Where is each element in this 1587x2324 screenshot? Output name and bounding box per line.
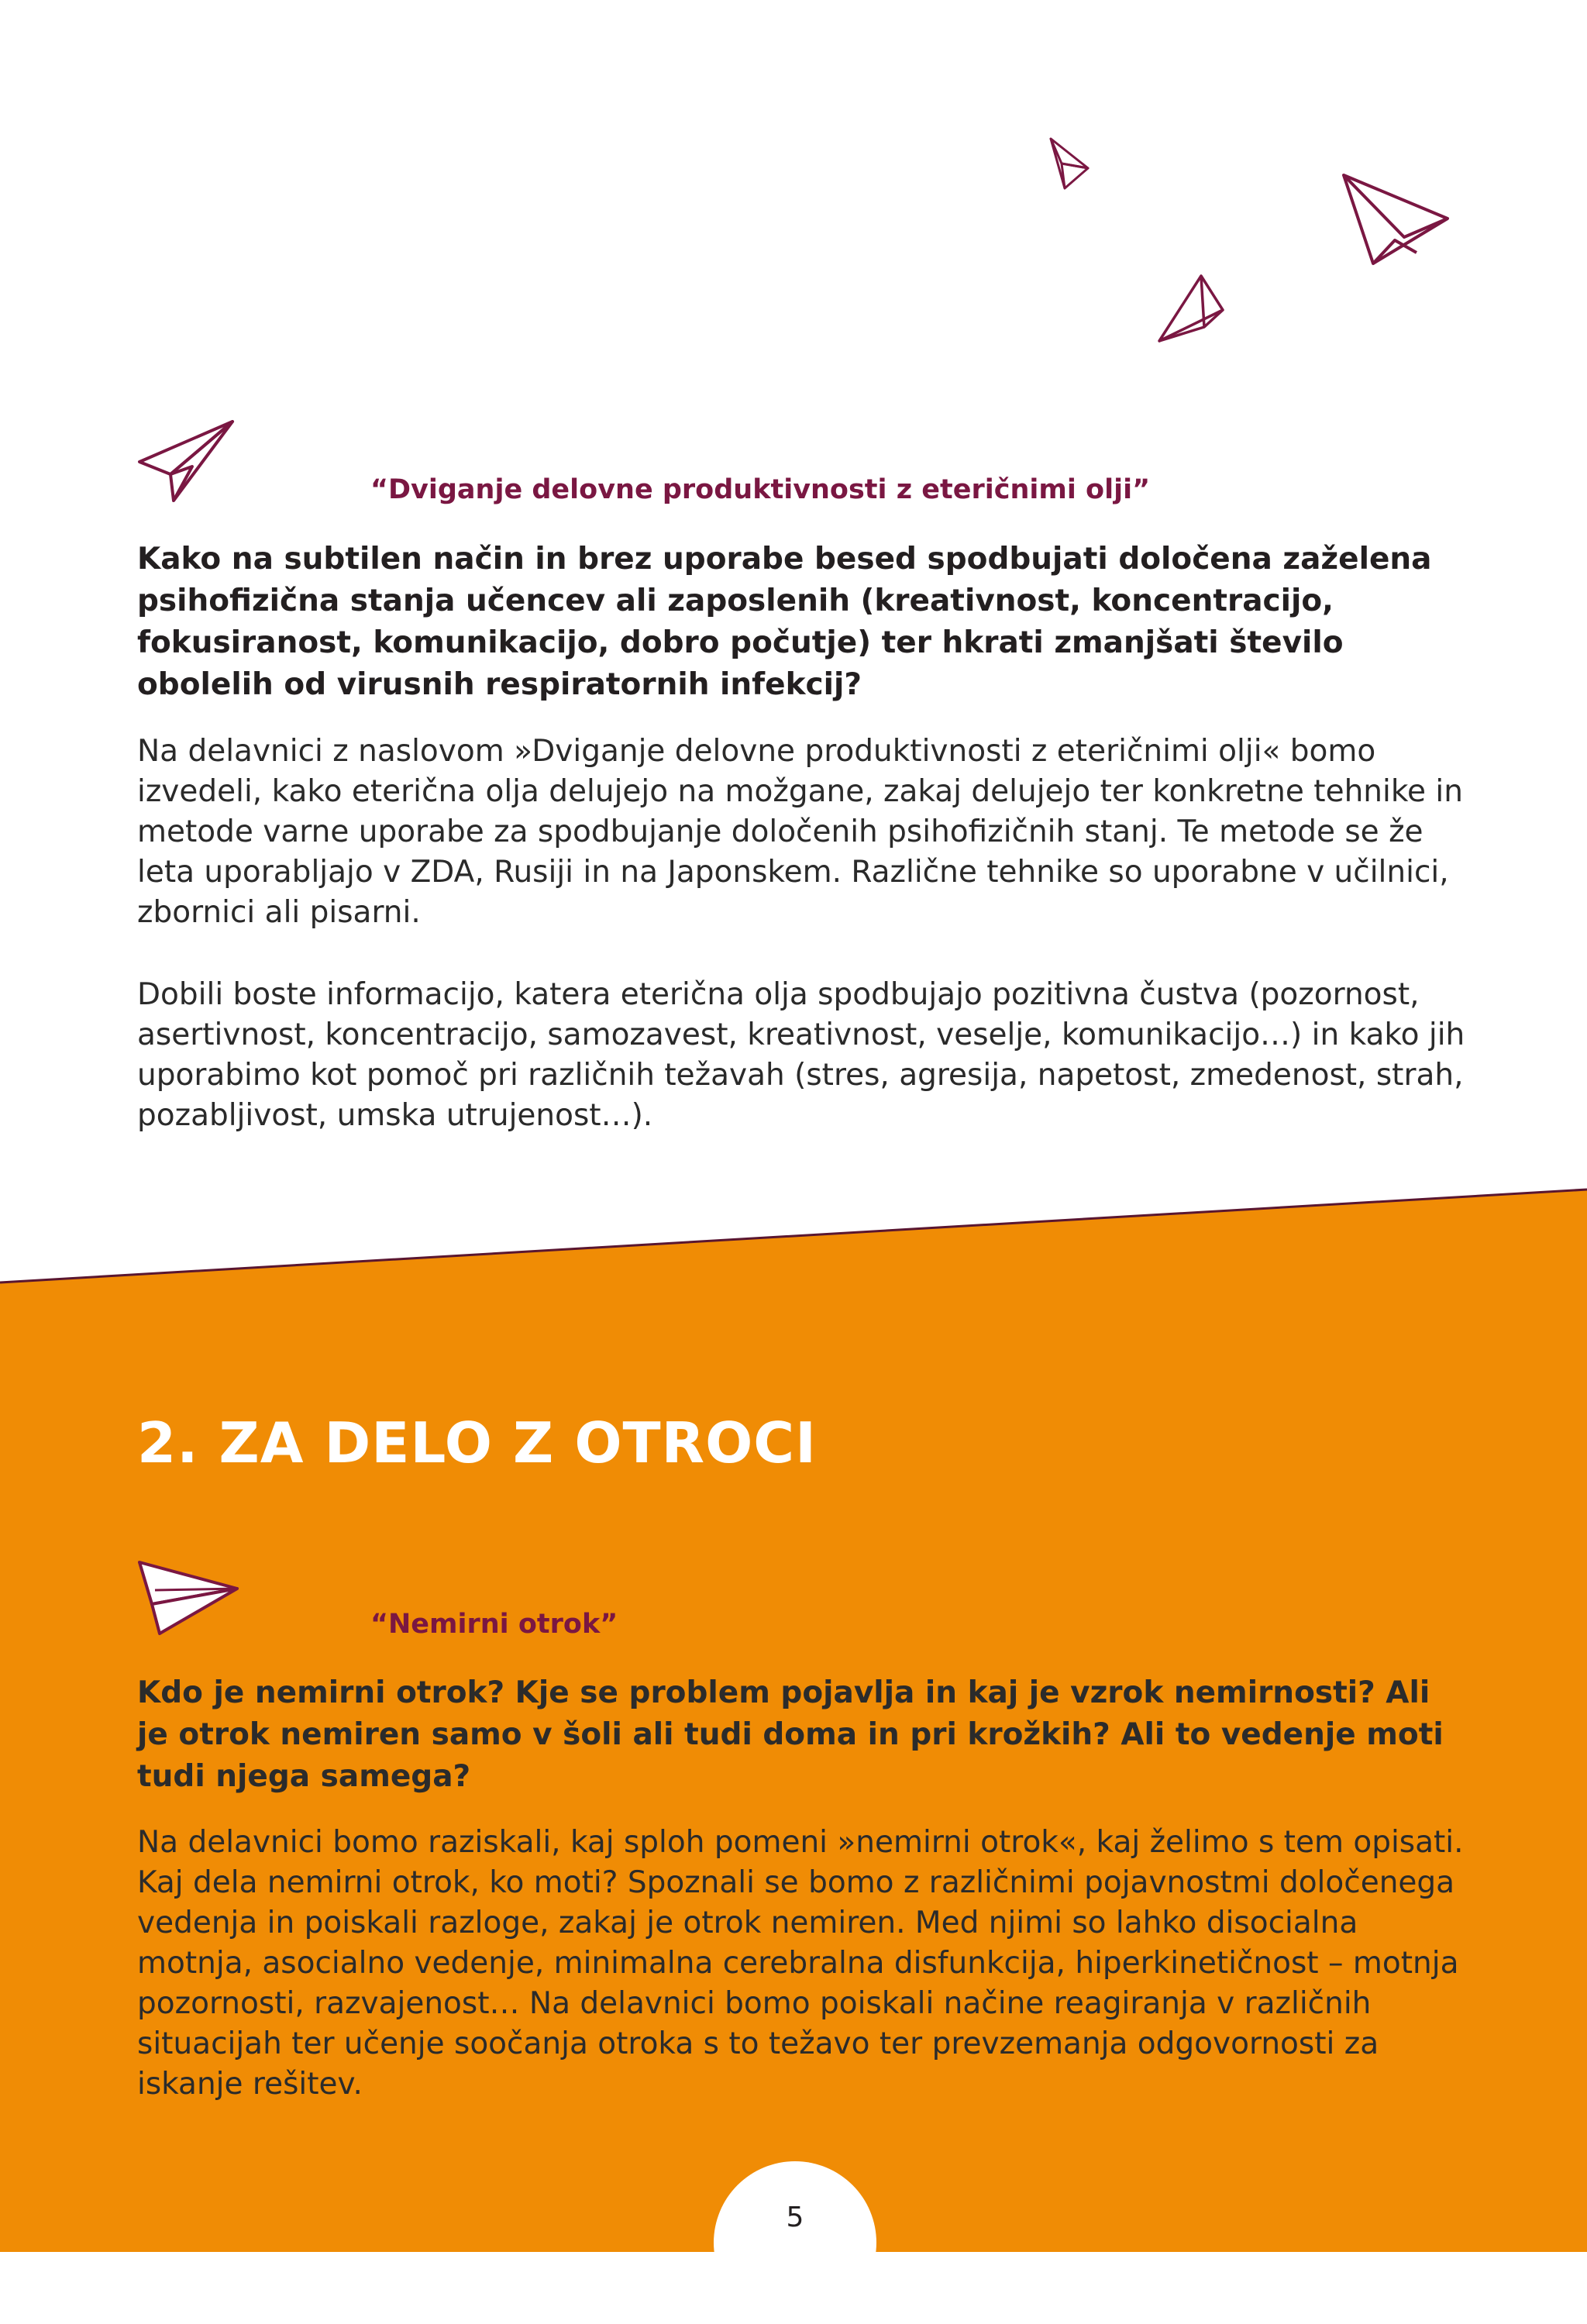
workshop-2-title: “Nemirni otrok”: [370, 1609, 618, 1640]
workshop-1-lead: Kako na subtilen način in brez uporabe besed spodbujati določena zaželena psihofizična stanja učencev ali zaposlenih (kreativnost, koncentracijo, fokusiranost, komunikacijo, dobro počutje) ter hkrati zmanjšati število obolelih od virusnih respiratornih infekcij?: [137, 542, 1432, 702]
paper-plane-icon: [136, 1559, 240, 1638]
paper-plane-icon: [1341, 172, 1451, 267]
workshop-2-lead: Kdo je nemirni otrok? Kje se problem pojavlja in kaj je vzrok nemirnosti? Ali je otrok nemiren samo v šoli ali tudi doma in pri krožkih? Ali to vedenje moti tudi njega samega?: [137, 1675, 1444, 1794]
section-heading: 2. ZA DELO Z OTROCI: [137, 1410, 817, 1475]
workshop-1-paragraph-2: Dobili boste informacijo, katera eterična olja spodbujajo pozitivna čustva (pozornost, asertivnost, koncentracijo, samozavest, kreativnost, veselje, komunikacijo…) in kako jih uporabimo kot pomoč pri različnih težavah (stres, agresija, napetost, zmedenost, strah, pozabljivost, umska utrujenost…).: [137, 977, 1465, 1133]
paper-plane-icon: [136, 418, 236, 504]
paper-plane-icon: [1158, 273, 1226, 344]
workshop-1-title: “Dviganje delovne produktivnosti z eteričnimi olji”: [370, 474, 1151, 505]
page-number: 5: [786, 2202, 804, 2233]
page-number-badge: [714, 2161, 876, 2324]
workshop-2-paragraph-1: Na delavnici bomo raziskali, kaj sploh pomeni »nemirni otrok«, kaj želimo s tem opisati. Kaj dela nemirni otrok, ko moti? Spoznali se bomo z različnimi pojavnostmi določenega vedenja in poiskali razloge, zakaj je otrok nemiren. Med njimi so lahko disocialna motnja, asocialno vedenje, minimalna cerebralna disfunkcija, hiperkinetičnost – motnja pozornosti, razvajenost… Na delavnici bomo poiskali načine reagiranja v različnih situacijah ter učenje soočanja otroka s to težavo ter prevzemanja odgovornosti za iskanje rešitev.: [137, 1825, 1464, 2102]
paper-plane-icon: [1048, 136, 1091, 191]
workshop-1-paragraph-1: Na delavnici z naslovom »Dviganje delovne produktivnosti z eteričnimi olji« bomo izvedeli, kako eterična olja delujejo na možgane, zakaj delujejo ter konkretne tehnike in metode varne uporabe za spodbujanje določenih psihofizičnih stanj. Te metode se že leta uporabljajo v ZDA, Rusiji in na Japonskem. Različne tehnike so uporabne v učilnici, zbornici ali pisarni.: [137, 734, 1463, 930]
